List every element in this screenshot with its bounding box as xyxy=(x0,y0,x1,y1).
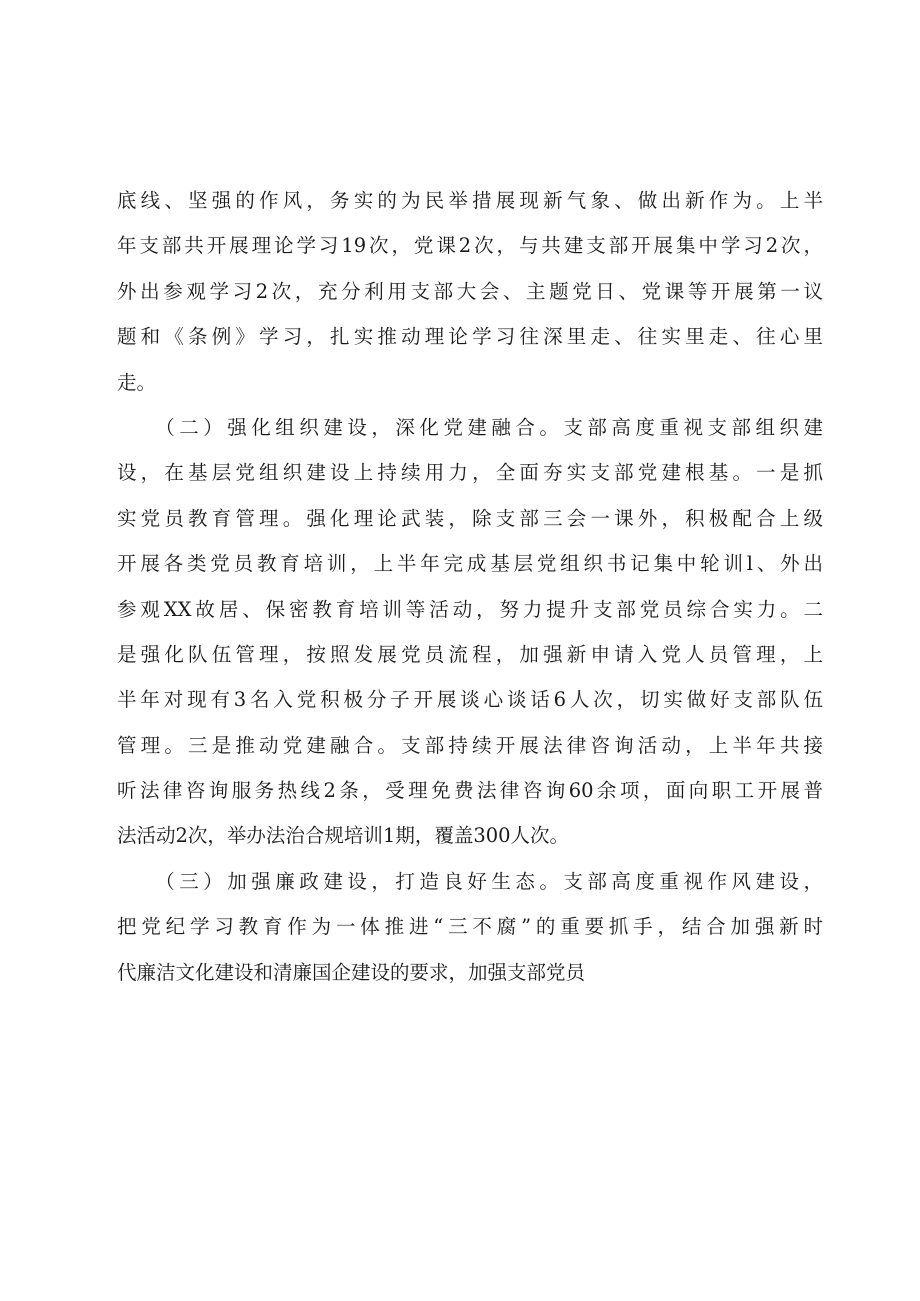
text-line: 题和《条例》学习，扎实推动理论学习往深里走、往实里走、往心里 xyxy=(117,325,823,349)
text-line: 开展各类党员教育培训，上半年完成基层党组织书记集中轮训l、外出 xyxy=(117,552,823,576)
text-line: （二）强化组织建设，深化党建融合。支部高度重视支部组织建 xyxy=(117,415,823,439)
text-line: 代廉洁文化建设和清廉国企建设的要求，加强支部党员 xyxy=(117,960,586,984)
text-line: 听法律咨询服务热线2条，受理免费法律咨询60余项，面向职工开展普 xyxy=(117,779,823,803)
text-line: 半年对现有3名入党积极分子开展谈心谈话6人次，切实做好支部队伍 xyxy=(117,688,823,712)
text-line: 走。 xyxy=(117,370,157,394)
text-line: 法活动2次，举办法治合规培训1期，覆盖300人次。 xyxy=(117,824,570,848)
text-line: 设，在基层党组织建设上持续用力，全面夯实支部党建根基。一是抓 xyxy=(117,461,823,485)
text-line: 年支部共开展理论学习19次，党课2次，与共建支部开展集中学习2次， xyxy=(117,234,823,258)
text-line: （三）加强廉政建设，打造良好生态。支部高度重视作风建设， xyxy=(117,869,823,893)
text-line: 是强化队伍管理，按照发展党员流程，加强新申请入党人员管理，上 xyxy=(117,642,823,666)
text-line: 实党员教育管理。强化理论武装，除支部三会一课外，积极配合上级 xyxy=(117,506,823,530)
document-body-text xyxy=(117,178,823,995)
text-line: 管理。三是推动党建融合。支部持续开展法律咨询活动，上半年共接 xyxy=(117,733,823,757)
text-line: 外出参观学习2次，充分利用支部大会、主题党日、党课等开展第一议 xyxy=(117,279,823,303)
text-line: 把党纪学习教育作为一体推进“三不腐”的重要抓手，结合加强新时 xyxy=(117,915,823,939)
text-line: 参观XX故居、保密教育培训等活动，努力提升支部党员综合实力。二 xyxy=(117,597,823,621)
text-line: 底线、坚强的作风，务实的为民举措展现新气象、做出新作为。上半 xyxy=(117,189,823,212)
